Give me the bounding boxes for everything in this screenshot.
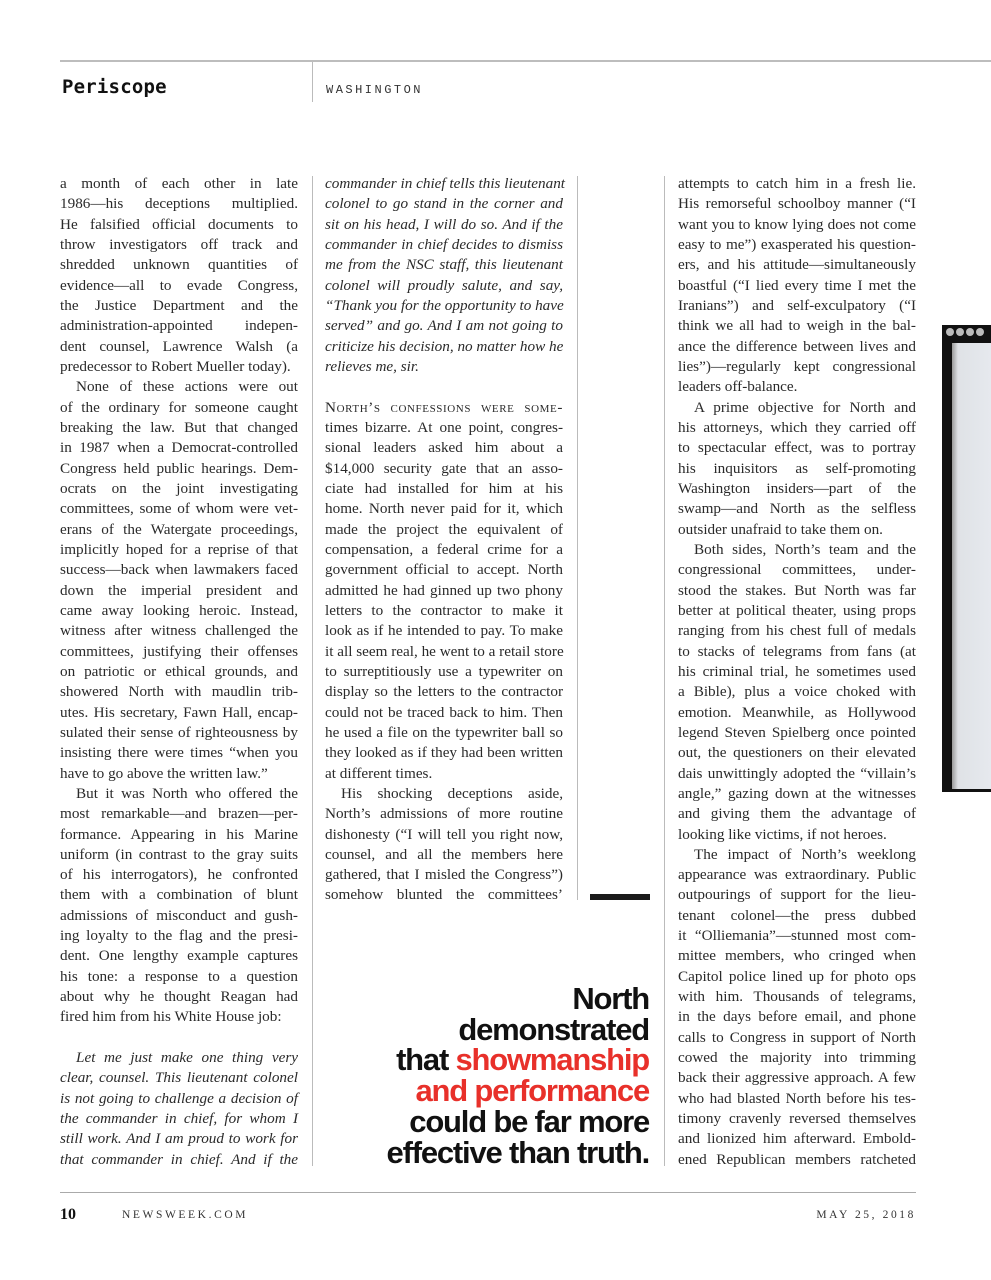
text-line: implicitly hoped for a reprise of that bbox=[60, 540, 298, 558]
text-line: North’s confessions were some- bbox=[325, 398, 563, 416]
pull-quote-line: could be far more bbox=[409, 1103, 649, 1139]
column-divider bbox=[664, 176, 665, 1166]
header-divider bbox=[312, 62, 313, 102]
text-line: He falsified official documents to bbox=[60, 215, 298, 233]
section-title: Periscope bbox=[62, 76, 167, 98]
text-line: gathered, that I misled the Congress”) bbox=[325, 866, 563, 884]
text-line: and giving them the advantage of bbox=[678, 805, 916, 823]
text-line: appearance was extraordinary. Public bbox=[678, 866, 916, 884]
text-line: ocrats on the joint investigating bbox=[60, 479, 298, 497]
text-line: compensation, a federal crime for a bbox=[325, 540, 563, 558]
text-line: angle,” gazing down at the witnesses bbox=[678, 784, 916, 802]
text-line: None of these actions were out bbox=[76, 378, 298, 396]
article-column-3 bbox=[678, 174, 916, 1170]
column-divider bbox=[577, 176, 578, 900]
text-line: they looked as if they had been written bbox=[325, 744, 563, 762]
text-line: insisting there were times “when you bbox=[60, 744, 298, 762]
pull-quote-line: demonstrated bbox=[458, 1011, 649, 1047]
text-line: North’s admissions of more routine bbox=[325, 805, 563, 823]
text-line: lies”)—regularly kept congressional bbox=[678, 357, 916, 375]
pull-quote-text: that bbox=[396, 1042, 456, 1078]
text-line: boastful (“I lied every time I met the bbox=[678, 276, 916, 294]
text-line: ance the difference between lives and bbox=[678, 337, 916, 355]
text-line: back their aggressive approach. A few bbox=[678, 1069, 916, 1087]
text-line: government official to accept. North bbox=[325, 561, 563, 579]
text-line: about why he thought Reagan had bbox=[60, 988, 298, 1006]
text-line: he used a file on the typewriter ball so bbox=[325, 723, 563, 741]
text-line: could not be traced back to him. Then bbox=[325, 703, 563, 721]
text-line: committees, justifying their offenses bbox=[60, 642, 298, 660]
text-line: “Thank you for the opportunity to have bbox=[325, 296, 564, 314]
text-line: think we all had to weigh in the bal- bbox=[678, 317, 916, 335]
text-line: to stacks of telegrams from fans (at bbox=[678, 642, 916, 660]
text-line: at different times. bbox=[325, 764, 433, 782]
dateline: WASHINGTON bbox=[326, 83, 424, 97]
text-line: dent counsel, Lawrence Walsh (a bbox=[60, 337, 298, 355]
footer-site: NEWSWEEK.COM bbox=[122, 1209, 249, 1221]
text-line: But it was North who offered the bbox=[76, 784, 298, 802]
text-line: and lionized him afterward. Embold- bbox=[678, 1130, 916, 1148]
pull-quote-line: North bbox=[572, 981, 649, 1016]
column-divider bbox=[312, 176, 313, 1166]
text-line: ened Republican members ratcheted bbox=[678, 1150, 916, 1168]
text-line: uniform (in contrast to the gray suits bbox=[60, 845, 298, 863]
text-line: is not going to challenge a decision of bbox=[60, 1089, 298, 1107]
text-line: that commander in chief. And if the bbox=[60, 1150, 298, 1168]
footer-rule bbox=[60, 1192, 916, 1193]
film-sprockets bbox=[946, 328, 991, 338]
text-line: his tone: a response to a question bbox=[60, 967, 298, 985]
text-line: have to go above the written law.” bbox=[60, 764, 268, 782]
text-line: tenant colonel—the press dubbed bbox=[678, 906, 916, 924]
text-line: leaders off-balance. bbox=[678, 378, 798, 396]
pull-quote-highlight: and performance bbox=[415, 1073, 649, 1109]
header-rule bbox=[60, 60, 991, 62]
text-line: out, the questioners on their elevated bbox=[678, 744, 916, 762]
text-line: sulated their sense of righteousness by bbox=[60, 723, 298, 741]
text-line: looking like victims, if not heroes. bbox=[678, 825, 887, 843]
text-line: congressional committees, under- bbox=[678, 561, 916, 579]
text-line: his attorneys, which they carried off bbox=[678, 418, 916, 436]
pull-quote-line bbox=[387, 1042, 649, 1078]
cropped-photo bbox=[942, 325, 991, 792]
text-line: to surreptitiously use a typewriter on bbox=[325, 662, 563, 680]
text-line: clear, counsel. This lieutenant colonel bbox=[60, 1069, 298, 1087]
text-line: admissions of misconduct and gush- bbox=[60, 906, 298, 924]
text-line: shredded unknown quantities of bbox=[60, 256, 298, 274]
text-line: attempts to catch him in a fresh lie. bbox=[678, 175, 916, 192]
text-line: 1986—his deceptions multiplied. bbox=[60, 195, 298, 213]
text-line: the commander in chief, for whom I bbox=[60, 1110, 298, 1128]
text-line: home. North never paid for it, which bbox=[325, 500, 563, 518]
text-line: formance. Appearing in his Marine bbox=[60, 825, 298, 843]
text-line: letters to the contractor to make it bbox=[325, 601, 563, 619]
text-line: better at political theater, using props bbox=[678, 601, 916, 619]
text-line: a Bible), plus a voice choked with bbox=[678, 683, 916, 701]
text-line: down the imperial president and bbox=[60, 581, 298, 599]
text-line: dishonesty (“I will tell you right now, bbox=[325, 825, 563, 843]
text-line: times bizarre. At one point, congres- bbox=[325, 418, 563, 436]
text-line: of his interrogators), he confronted bbox=[60, 866, 298, 884]
text-line: outsider unafraid to take them on. bbox=[678, 520, 883, 538]
text-line: Capitol police lined up for photo ops bbox=[678, 967, 916, 985]
text-line: fired him from his White House job: bbox=[60, 1008, 282, 1026]
text-line: His shocking deceptions aside, bbox=[341, 784, 563, 802]
article-column-1 bbox=[60, 174, 298, 1170]
text-line: admitted he had ginned up two phony bbox=[325, 581, 563, 599]
text-line: came away looking heroic. Instead, bbox=[60, 601, 298, 619]
text-line: criticize his decision, no matter how he bbox=[325, 337, 564, 355]
text-line: who had blasted North before his tes- bbox=[678, 1089, 916, 1107]
text-line: ers, and his attitude—simultaneously bbox=[678, 256, 916, 274]
text-line: of the ordinary for someone caught bbox=[60, 398, 298, 416]
text-line: it “Olliemania”—stunned most com- bbox=[678, 927, 916, 945]
text-line: legend Steven Spielberg once pointed bbox=[678, 723, 916, 741]
text-line: display so the letters to the contractor bbox=[325, 683, 563, 701]
text-line: Iranians”) and self-exculpatory (“I bbox=[678, 296, 916, 314]
photo-paper bbox=[952, 343, 991, 789]
text-line: Washington insiders—part of the bbox=[678, 479, 916, 497]
text-line: success—back when lawmakers faced bbox=[60, 561, 298, 579]
text-line: with him. Thousands of telegrams, bbox=[678, 988, 916, 1006]
pull-quote-line: effective than truth. bbox=[386, 1134, 649, 1170]
text-line: commander in chief decides to dismiss bbox=[325, 235, 563, 253]
text-line: dent. One lengthy example captures bbox=[60, 947, 298, 965]
text-line: made the project the equivalent of bbox=[325, 520, 563, 538]
text-line: Let me just make one thing very bbox=[76, 1049, 298, 1067]
text-line: them with a combination of blunt bbox=[60, 886, 298, 904]
text-line: emotion. Meanwhile, as Hollywood bbox=[678, 703, 916, 721]
text-line: to spectacular effect, was to portray bbox=[678, 439, 916, 457]
text-line: utes. His secretary, Fawn Hall, encap- bbox=[60, 703, 298, 721]
pullquote-bar bbox=[590, 894, 650, 900]
text-line: erans of the Watergate proceedings, bbox=[60, 520, 298, 538]
text-line: stood the stakes. But North was far bbox=[678, 581, 916, 599]
text-line: me from the NSC staff, this lieutenant bbox=[325, 256, 563, 274]
text-line: The impact of North’s weeklong bbox=[694, 845, 916, 863]
text-line: breaking the law. But that changed bbox=[60, 418, 298, 436]
text-line: predecessor to Robert Mueller today). bbox=[60, 357, 291, 375]
text-line: Both sides, North’s team and the bbox=[694, 540, 916, 558]
page-number: 10 bbox=[60, 1206, 76, 1223]
text-line: his criminal trial, he sometimes used bbox=[678, 662, 916, 680]
text-line: colonel will proudly salute, and say, bbox=[325, 276, 563, 294]
text-line: easy to me”) exasperated his question- bbox=[678, 235, 916, 253]
text-line: look as if he intended to pay. To make bbox=[325, 622, 563, 640]
text-line: His remorseful schoolboy manner (“I bbox=[678, 195, 916, 213]
text-line: Congress held public hearings. Dem- bbox=[60, 459, 298, 477]
text-line: it all seem real, he went to a retail store bbox=[325, 642, 564, 660]
text-line: cowed the majority into trimming bbox=[678, 1049, 916, 1067]
text-line: showered North with maudlin trib- bbox=[60, 683, 298, 701]
text-line: administration-appointed indepen- bbox=[60, 317, 298, 335]
text-line: want you to know lying does not come bbox=[678, 215, 916, 233]
pull-quote-highlight: showmanship bbox=[455, 1042, 649, 1078]
text-line: $14,000 security gate that an asso- bbox=[325, 459, 563, 477]
article-column-2 bbox=[325, 174, 566, 906]
text-line: a month of each other in late bbox=[60, 175, 298, 192]
text-line: ing loyalty to the flag and the presi- bbox=[60, 927, 298, 945]
text-line: evidence—all to evade Congress, bbox=[60, 276, 298, 294]
text-line: dais unwittingly adopted the “villain’s bbox=[678, 764, 916, 782]
text-line: on patriotic or ethical grounds, and bbox=[60, 662, 298, 680]
text-line: committees, some of whom were vet- bbox=[60, 500, 298, 518]
text-line: somehow blunted the committees’ bbox=[325, 886, 563, 904]
text-line bbox=[60, 1028, 298, 1048]
text-line: timony cravenly reversed themselves bbox=[678, 1110, 916, 1128]
text-line: ciate had installed for him at his bbox=[325, 479, 563, 497]
text-line: relieves me, sir. bbox=[325, 357, 419, 375]
text-line: sit on his head, I will do so. And if the bbox=[325, 215, 563, 233]
text-line: throw investigators off track and bbox=[60, 235, 298, 253]
text-line: still work. And I am proud to work for bbox=[60, 1130, 298, 1148]
text-line: in 1987 when a Democrat-controlled bbox=[60, 439, 298, 457]
text-line: A prime objective for North and bbox=[694, 398, 916, 416]
text-line: counsel, and all the members here bbox=[325, 845, 563, 863]
footer-date: MAY 25, 2018 bbox=[816, 1209, 916, 1221]
text-line: served” and go. And I am not going to bbox=[325, 317, 563, 335]
text-line: commander in chief tells this lieutenant bbox=[325, 175, 566, 192]
text-line: calls to Congress in support of North bbox=[678, 1028, 916, 1046]
text-line: ranging from his chest full of medals bbox=[678, 622, 916, 640]
text-line: colonel to go stand in the corner and bbox=[325, 195, 563, 213]
text-line: in the days before email, and phone bbox=[678, 1008, 916, 1026]
text-line: mittee members, who cringed when bbox=[678, 947, 916, 965]
text-line: the Justice Department and the bbox=[60, 296, 298, 314]
text-line: witness after witness challenged the bbox=[60, 622, 298, 640]
text-line: swamp—and North as the selfless bbox=[678, 500, 916, 518]
pull-quote bbox=[386, 981, 649, 1170]
text-line: sional leaders asked him about a bbox=[325, 439, 563, 457]
text-line: his inquisitors as self-promoting bbox=[678, 459, 916, 477]
text-line bbox=[325, 377, 563, 397]
text-line: outpourings of support for the lieu- bbox=[678, 886, 916, 904]
text-line: most remarkable—and brazen—per- bbox=[60, 805, 298, 823]
